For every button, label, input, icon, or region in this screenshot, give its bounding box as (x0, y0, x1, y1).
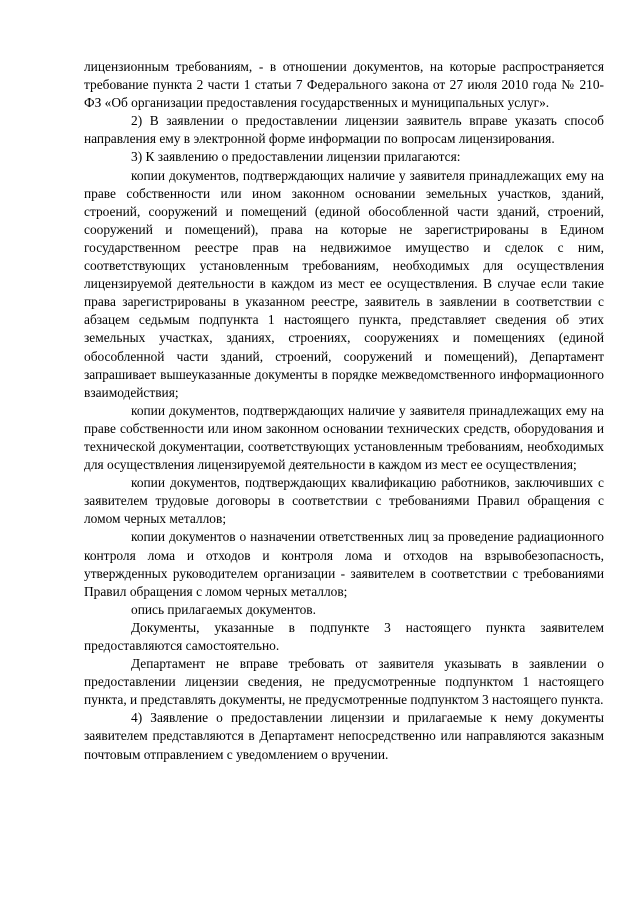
paragraph-department-restriction: Департамент не вправе требовать от заявителя указывать в заявлении о предоставлении лицензии сведения, не предусмотренные подпунктом 1 настоящего пункта, и представлять документы, не предусмотренные подпунктом 3 настоящего пункта. (84, 656, 604, 708)
paragraph-item-2: 2) В заявлении о предоставлении лицензии заявитель вправе указать способ направления ему в электронной форме информации по вопросам лицензирования. (84, 113, 604, 147)
paragraph-item-3: 3) К заявлению о предоставлении лицензии прилагаются: (131, 149, 461, 165)
paragraph-continuation: лицензионным требованиям, - в отношении документов, на которые распространяется требование пункта 2 части 1 статьи 7 Федерального закона от 27 июля 2010 года № 210-ФЗ «Об организации предоставления государственных и муниципальных услуг». (84, 59, 604, 111)
paragraph-self-submission: Документы, указанные в подпункте 3 настоящего пункта заявителем предоставляются самостоятельно. (84, 619, 604, 653)
paragraph-item-4: 4) Заявление о предоставлении лицензии и прилагаемые к нему документы заявителем представляются в Департамент непосредственно или направляются заказным почтовым отправлением с уведомлением о вручении. (84, 710, 604, 762)
paragraph-land-documents: копии документов, подтверждающих наличие у заявителя принадлежащих ему на праве собственности или ином законном основании земельных участков, зданий, строений, сооружений и помещений (единой обособленной части зданий, строений, сооружений и помещений), права на которые не зарегистрированы в Едином государственном реестре прав на недвижимое имущество и сделок с ним, соответствующих установленным требованиям, необходимых для осуществления лицензируемой деятельности в каждом из мест ее осуществления. В случае если такие права зарегистрированы в указанном реестре, заявитель в заявлении в соответствии с абзацем седьмым подпункта 1 настоящего пункта, представляет сведения об этих земельных участках, зданиях, строениях, сооружениях и помещениях (единой обособленной части зданий, строений, сооружений и помещений), Департамент запрашивает вышеуказанные документы в порядке межведомственного информационного взаимодействия; (84, 167, 604, 400)
document-page (84, 58, 604, 764)
paragraph-equipment-documents: копии документов, подтверждающих наличие у заявителя принадлежащих ему на праве собственности или ином законном основании технических средств, оборудования и технической документации, соответствующих установленным требованиям, необходимых для осуществления лицензируемой деятельности в каждом из мест ее осуществления; (84, 402, 604, 473)
paragraph-responsible-persons: копии документов о назначении ответственных лиц за проведение радиационного контроля лома и отходов и контроля лома и отходов на взрывобезопасность, утвержденных руководителем организации - заявителем в соответствии с требованиями Правил обращения с ломом черных металлов; (84, 529, 604, 599)
paragraph-inventory: опись прилагаемых документов. (131, 601, 316, 617)
paragraph-qualification-documents: копии документов, подтверждающих квалификацию работников, заключивших с заявителем трудовые договоры в соответствии с требованиями Правил обращения с ломом черных металлов; (84, 475, 604, 527)
